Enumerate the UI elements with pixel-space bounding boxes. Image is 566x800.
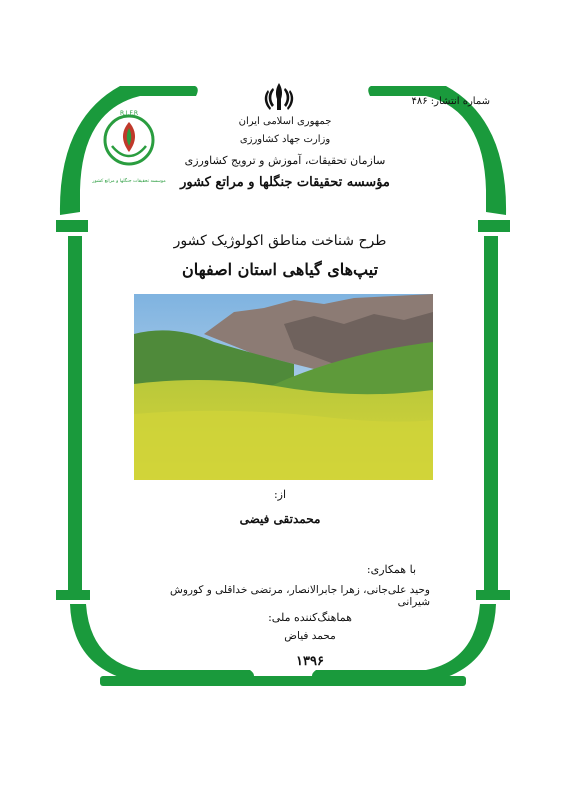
- coordinator-label: هماهنگ‌کننده ملی:: [268, 611, 352, 624]
- logo-acronym: R.I.F.R: [119, 110, 139, 117]
- publication-number: شماره انتشار: ۴۸۶: [411, 96, 490, 107]
- organization-line: سازمان تحقیقات، آموزش و ترویج کشاورزی: [184, 154, 386, 167]
- collaborators-label: با همکاری:: [366, 563, 416, 576]
- collaborators-names: وحید علی‌جانی، زهرا جابرالانصار، مرتضی خداقلی و کوروش شیرانی: [170, 584, 430, 608]
- logo-caption: موسسه تحقیقات جنگلها و مراتع کشور: [92, 179, 166, 184]
- republic-line: جمهوری اسلامی ایران: [238, 116, 332, 127]
- coordinator-name: محمد فیاض: [284, 630, 336, 642]
- institute-line: مؤسسه تحقیقات جنگلها و مراتع کشور: [180, 175, 390, 190]
- cover-subtitle: تیپ‌های گیاهی استان اصفهان: [181, 260, 379, 279]
- iran-emblem-icon: [262, 80, 296, 114]
- project-title: طرح شناخت مناطق اکولوژیک کشور: [173, 233, 387, 249]
- ministry-line: وزارت جهاد کشاورزی: [239, 134, 331, 145]
- publication-year: ۱۳۹۶: [296, 654, 324, 669]
- by-label: از:: [273, 488, 287, 501]
- author-name: محمدتقی فیضی: [239, 512, 321, 526]
- landscape-photo: [134, 294, 433, 480]
